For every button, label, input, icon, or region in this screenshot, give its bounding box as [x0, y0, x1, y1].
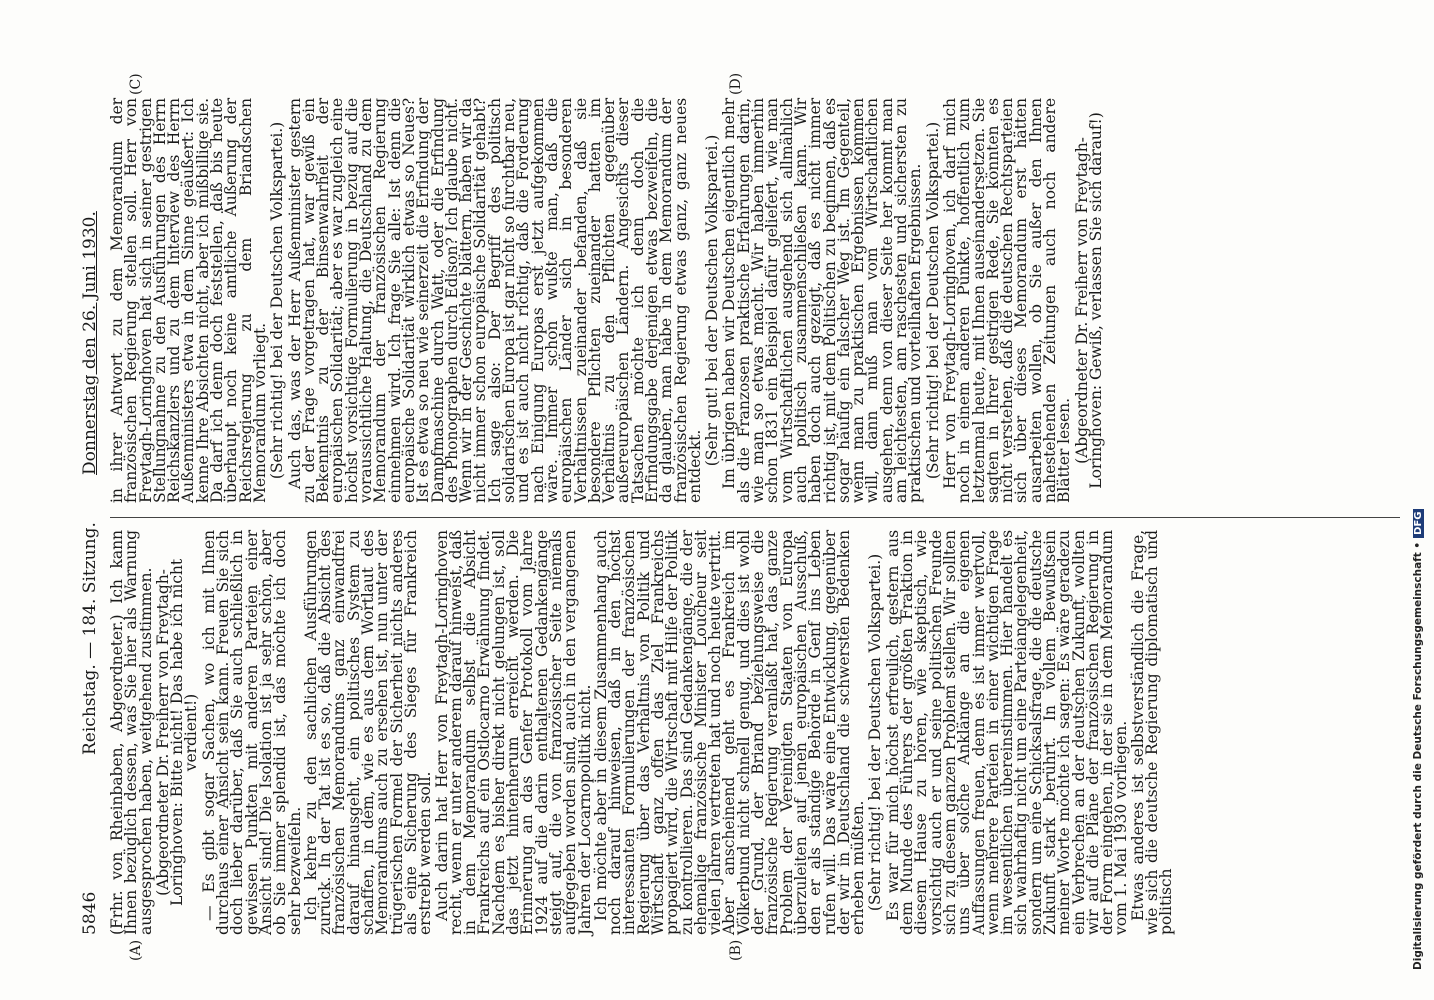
paragraph: Auch darin hat Herr von Freytagh-Loringhoven recht, wenn er unter anderem darauf hinweist, daß in dem Memorandum selbst die Absicht Frankreichs auf ein Ostlocarno Erwähnung findet. Nachdem es bisher direkt nicht gelungen ist, soll das jetzt hintenherum erreicht werden. Die Erinnerung an das Genfer Protokoll vom Jahre 1924 auf die darin enthaltenen Gedankengänge steigt auf, die von französischer Seite niemals aufgegeben worden sind, auch in den vergangenen Jahren der Locarnopolitik nicht. — [432, 530, 594, 935]
margin-mark-c: (C) — [128, 73, 144, 95]
paragraph: — Es gibt sogar Sachen, wo ich mit Ihnen durchaus einer Ansicht sein kann. Freuen Sie sich doch lieber darüber, daß Sie auch schließlich in gewissen Punkten mit anderen Parteien einer Ansicht sind! Die Isolation ist ja sehr schön, aber ob Sie immer splendid ist, das möchte ich doch sehr bezweifeln. — [199, 530, 304, 935]
paragraph: Ich möchte aber in diesem Zusammenhang auch noch darauf hinweisen, daß in den höchst interessanten Formulierungen der französischen Regierung über das Verhältnis von Politik und Wirtschaft ganz offen das Ziel Frankreichs propagiert wird, die Wirtschaft mit Hilfe der Politik zu kontrollieren. Das sind Gedankengänge, die der ehemalige französische Minister Loucheur seit vielen Jahren vertreten hat und noch heute vertritt. Aber anscheinend geht es Frankreich im Völkerbund nicht schnell genug, und dies ist wohl der Grund, der Briand beziehungsweise die französische Regierung veranlaßt hat, das ganze Problem der Vereinigten Staaten von Europa überzuleiten auf jenen europäischen Ausschuß, den er als ständige Behörde in Genf ins Leben rufen will. Das wäre eine Entwicklung, gegenüber der wir in Deutschland die schwersten Bedenken erheben müßten. — [591, 530, 868, 935]
rotated-page-content — [80, 72, 1420, 961]
interjection: (Sehr gut! bei der Deutschen Volkspartei.) — [703, 134, 722, 467]
dfg-logo: DFG — [1413, 509, 1424, 538]
paragraph: Im übrigen haben wir Deutschen eigentlich mehr als die Franzosen praktische Erfahrungen darin, wie man so etwas macht. Wir haben immerhin schon 1831 ein Beispiel dafür geliefert, wie man vom Wirtschaftlichen ausgehend sich allmählich auch politisch zusammenschließen kann. Wir haben doch auch gezeigt, daß es nicht immer richtig ist, mit dem Politischen zu beginnen, daß es sogar häufig ein falscher Weg ist. Im Gegenteil, wenn man zu praktischen Ergebnissen kommen will, dann muß man vom Wirtschaftlichen ausgehen, denn von dieser Seite her kommt man am leichtesten, am raschesten und sichersten zu praktischen und vorteilhaften Ergebnissen. — [720, 98, 925, 503]
interjection: (Sehr richtig! bei der Deutschen Volkspartei.) — [923, 121, 942, 480]
margin-mark-a: (A) — [128, 939, 144, 961]
interjection: (Sehr richtig! bei der Deutschen Volkspartei.) — [866, 553, 885, 912]
paragraph: Ich kehre zu den sachlichen Ausführungen zurück. In der Tat ist es so, daß die Absicht des französischen Memorandums ganz einwandfrei darauf hinausgeht, ein politisches System zu schaffen, in dem, wie es aus dem Wortlaut des Memorandums auch zu ersehen ist, nun unter der trügerischen Formel der Sicherheit nichts anderes als eine Sicherung des Sieges für Frankreich erstrebt werden soll. — [301, 530, 435, 935]
funding-note-text: Digitalisierung gefördert durch die Deutsche Forschungsgemeinschaft • — [1412, 541, 1424, 970]
session-title: Reichstag. — 184. Sitzung. — [80, 522, 100, 755]
column-right — [110, 98, 1106, 503]
funding-note — [1412, 509, 1424, 970]
paragraph: in ihrer Antwort zu dem Memorandum der französischen Regierung stellen soll. Herr von Freytagh-Loringhoven hat sich in seiner gestrigen Stellungnahme zu den Ausführungen des Herrn Reichskanzlers und zu dem Interview des Herrn Außenministers etwa in dem Sinne geäußert: Ich kenne Ihre Absichten nicht, aber ich mißbillige sie. Da darf ich denn doch feststellen, daß bis heute überhaupt noch keine amtliche Äußerung der Reichsregierung zu dem Briandschen Memorandum vorliegt. — [108, 98, 269, 503]
page-header — [80, 75, 104, 935]
paragraph: Es war für mich höchst erfreulich, gestern aus dem Munde des Führers der größten Fraktion in diesem Hause zu hören, wie skeptisch, wie vorsichtig auch er und seine politischen Freunde sich zu diesem ganzen Problem stellen. Wir sollten uns über solche Anklänge an die eigenen Auffassungen freuen, denn es ist immer wertvoll, wenn mehrere Parteien in einer wichtigen Frage im wesentlichen übereinstimmen. Hier handelt es sich wahrhaftig nicht um eine Parteiangelegenheit, sondern um eine Schicksalsfrage, die die deutsche Zukunft stark berührt. In vollem Bewußtsein meiner Worte möchte ich sagen: Es wäre geradezu ein Verbrechen an der deutschen Zukunft, wollten wir auf die Pläne der französischen Regierung in der Form eingehen, in der sie in dem Memorandum vom 1. Mai 1930 vorliegen. — [883, 530, 1131, 935]
page-number: 5846 — [80, 891, 100, 935]
interjection: (Abgeordneter Dr. Freiherr von Freytagh-Loringhoven: Gewiß, verlassen Sie sich darauf!) — [1072, 112, 1105, 489]
paragraph: (Frhr. von Rheinbaben, Abgeordneter.) Ich kann Ihnen bezüglich dessen, was Sie hier als Warnung ausgesprochen haben, weitgehend zustimmen. — [108, 530, 155, 935]
interjection: (Abgeordneter Dr. Freiherr von Freytagh-Loringhoven: Bitte nicht! Das habe ich nicht verdient!) — [153, 558, 201, 907]
paragraph: Herr von Freytagh-Loringhoven, ich darf mich noch in einem anderen Punkte, hoffentlich zum letztenmal heute, mit Ihnen auseinandersetzen. Sie sagten in Ihrer gestrigen Rede, Sie könnten es nicht verstehen, daß die deutschen Rechtsparteien sich über dieses Memorandum erst hätten ausarbeiten wollen, ob Sie außer den Ihnen nahestehenden Zeitungen auch noch andere Blätter lesen. — [940, 98, 1074, 503]
interjection: (Sehr richtig! bei der Deutschen Volkspartei.) — [268, 121, 287, 480]
paragraph: Etwas anderes ist selbstverständlich die Frage, wie sich die deutsche Regierung diplomatisch und politisch — [1128, 530, 1176, 935]
session-date: Donnerstag den 26. Juni 1930. — [80, 211, 100, 475]
margin-mark-d: (D) — [728, 72, 744, 95]
paragraph: Auch das, was der Herr Außenminister gestern zu der Frage vorgetragen hat, war gewiß ein Bekenntnis zu der Binsenwahrheit der europäischen Solidarität; aber es war zugleich eine höchst vorsichtige Formulierung in bezug auf die voraussichtliche Haltung, die Deutschland zu dem Memorandum der französischen Regierung einnehmen wird. Ich frage Sie alle: Ist denn die europäische Solidarität wirklich etwas so Neues? Ist es etwa so neu wie seinerzeit die Erfindung der Dampfmaschine durch Watt, oder die Erfindung des Phonographen durch Edison? Ich glaube nicht. Wenn wir in der Geschichte blättern, haben wir da nicht immer schon europäische Solidarität gehabt? Ich sage also: Der Begriff des politisch solidarischen Europa ist gar nicht so furchtbar neu, und es ist auch nicht richtig, daß die Forderung nach Einigung Europas erst jetzt aufgekommen wäre. Immer schon wußte man, daß die europäischen Länder sich in besonderen Verhältnissen zueinander befanden, daß sie besondere Pflichten zueinander hatten im Verhältnis zu den Pflichten gegenüber außereuropäischen Ländern. Angesichts dieser Tatsachen möchte ich denn doch die Erfindungsgabe derjenigen etwas bezweifeln, die da glauben, man habe in dem Memorandum der französischen Regierung etwas ganz, ganz neues entdeckt. — [285, 98, 704, 503]
funding-note-strip — [1412, 20, 1428, 980]
column-left — [110, 530, 1176, 935]
margin-mark-b: (B) — [728, 939, 744, 961]
column-divider — [110, 517, 1400, 518]
